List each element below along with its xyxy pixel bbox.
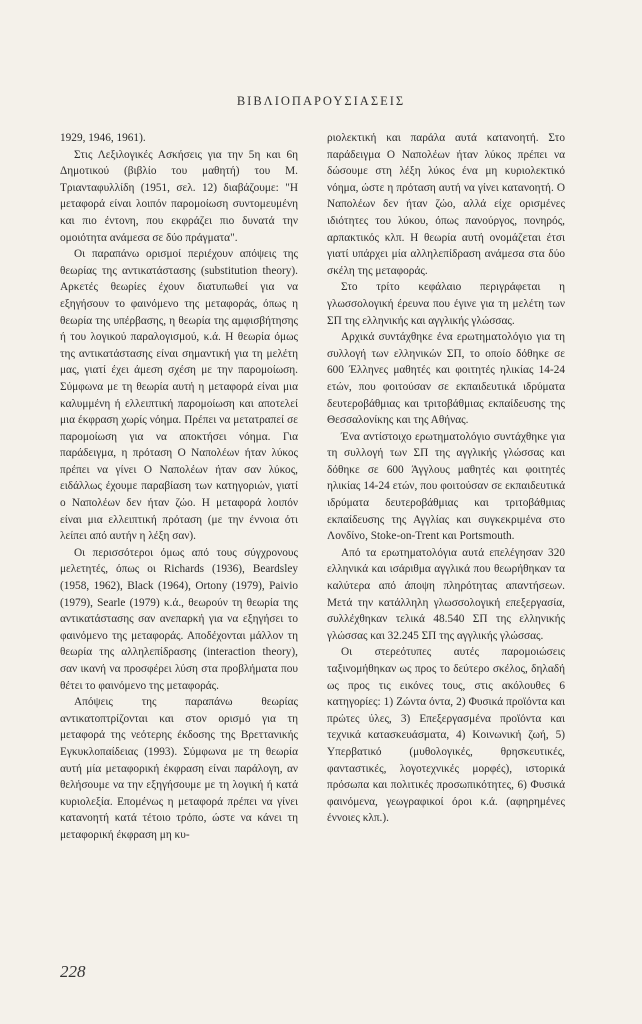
page-number: 228 bbox=[60, 962, 86, 981]
paragraph: Οι παραπάνω ορισμοί περιέχουν απόψεις της θεωρίας της αντικατάστασης (substitution theory). Αρκετές θεωρίες έχουν διατυπωθεί για να εξηγήσουν το φαινόμενο της μεταφοράς, όπως η θεωρία της υπέρβασης, η θεωρία της αμφισβήτησης ή του λογικού παραλογισμού, κ.ά. Η θεωρία όμως της αντικατάστασης είναι σημαντική για τη μελέτη μας, γιατί έχει άμεση σχέση με την παρομοίωση. Σύμφωνα με τη θεωρία αυτή η μεταφορά είναι μια καλυμμένη ή ελλειπτική παρομοίωση και αποτελεί μια έκφραση χωρίς νόημα. Πρέπει να μετατραπεί σε παρομοίωση για να αποκτήσει νόημα. Για παράδειγμα, η πρόταση Ο Ναπολέων ήταν λύκος πρέπει να γίνει Ο Ναπολέων ήταν σαν λύκος, ειδάλλως έχουμε παραβίαση των κατηγοριών, γιατί ο Ναπολέων δεν ήταν ζώο. Η μεταφορά λοιπόν είναι μια ελλειπτική πρόταση (με την έννοια ότι λείπει από αυτήν η λέξη σαν). bbox=[60, 248, 298, 543]
paragraph: Στις Λεξιλογικές Ασκήσεις για την 5η και 6η Δημοτικού (βιβλίο του μαθητή) του Μ. Τριανταφυλλίδη (1951, σελ. 12) διαβάζουμε: "Η μεταφορά είναι λοιπόν παρομοίωση συντομευμένη και πιο έντονη, που εκφράζει πιο δυνατά την ομοιότητα ανάμεσα σε δύο πράγματα". bbox=[60, 148, 298, 244]
left-column bbox=[60, 130, 298, 844]
paragraph: Οι στερεότυπες αυτές παρομοιώσεις ταξινομήθηκαν ως προς το δεύτερο σκέλος, δηλαδή ως προς τις εικόνες τους, στις ακόλουθες 6 κατηγορίες: 1) Ζώντα όντα, 2) Φυσικά προϊόντα και πρώτες ύλες, 3) Επεξεργασμένα προϊόντα και τεχνικά κατασκευάσματα, 4) Κοινωνική ζωή, 5) Υπερβατικό (μυθολογικές, θρησκευτικές, φανταστικές, λογοτεχνικές μορφές), ιστορικά πρόσωπα και πολιτικές προσωπικότητες, 6) Φυσικά φαινόμενα, γεωγραφικοί όροι κ.ά. (αφηρημένες έννοιες κλπ.). bbox=[327, 646, 565, 825]
paragraph: Οι περισσότεροι όμως από τους σύγχρονους μελετητές, όπως οι Richards (1936), Beardsley (1958, 1962), Black (1964), Ortony (1979), Paivio (1979), Searle (1979) κ.ά., θεωρούν τη θεωρία της αντικατάστασης σαν ανεπαρκή για να εξηγήσει το φαινόμενο της μεταφοράς. Αποδέχονται μάλλον τη θεωρία της αλληλεπίδρασης (interaction theory), σαν ικανή να προσφέρει λύση στα προβλήματα που θέτει το φαινόμενο της μεταφοράς. bbox=[60, 546, 298, 692]
right-column bbox=[327, 130, 565, 827]
paragraph: Αρχικά συντάχθηκε ένα ερωτηματολόγιο για τη συλλογή των ελληνικών ΣΠ, το οποίο δόθηκε σε 600 Έλληνες μαθητές και φοιτητές ηλικίας 14-24 ετών, που φοιτούσαν σε εκπαιδευτικά ιδρύματα δευτεροβάθμιας και τριτοβάθμιας εκπαίδευσης της Θεσσαλονίκης και της Αθήνας. bbox=[327, 331, 565, 427]
paragraph: Από τα ερωτηματολόγια αυτά επελέγησαν 320 ελληνικά και ισάριθμα αγγλικά που θεωρήθηκαν τα καλύτερα από άποψη πληρότητας απαντήσεων. Μετά την κατάλληλη γλωσσολογική επεξεργασία, συλλέχθηκαν τελικά 48.540 ΣΠ της ελληνικής γλώσσας και 32.245 ΣΠ της αγγλικής γλώσσας. bbox=[327, 546, 565, 642]
paragraph: Απόψεις της παραπάνω θεωρίας αντικατοπτρίζονται και στον ορισμό για τη μεταφορά της νεότερης έκδοσης της Βρεττανικής Εγκυκλοπαίδειας (1993). Σύμφωνα με τη θεωρία αυτή μία μεταφορική έκφραση είναι παράλογη, αν θελήσουμε να την εξηγήσουμε με τη λογική ή κατά κυριολεξία. Επομένως η μεταφορά πρέπει να γίνει κατανοητή κατά τέτοιο τρόπο, ώστε να κάνει τη μεταφορική έκφραση μη κυ- bbox=[60, 696, 298, 841]
paragraph: Στο τρίτο κεφάλαιο περιγράφεται η γλωσσολογική έρευνα που έγινε για τη μελέτη των ΣΠ της ελληνικής και αγγλικής γλώσσας. bbox=[327, 281, 565, 327]
paragraph: 1929, 1946, 1961). bbox=[60, 132, 146, 144]
running-title: ΒΙΒΛΙΟΠΑΡΟΥΣΙΑΣΕΙΣ bbox=[236, 94, 406, 108]
paragraph: Ένα αντίστοιχο ερωτηματολόγιο συντάχθηκε για τη συλλογή των ΣΠ της αγγλικής γλώσσας και δόθηκε σε 600 Άγγλους μαθητές και φοιτητές ηλικίας 14-24 ετών, που φοιτούσαν σε εκπαιδευτικά ιδρύματα δευτεροβάθμιας και τριτοβάθμιας εκπαίδευσης της Αγγλίας και συγκεκριμένα στο Λονδίνο, Stoke-on-Trent και Portsmouth. bbox=[327, 430, 565, 543]
paragraph: ριολεκτική και παράλα αυτά κατανοητή. Στο παράδειγμα Ο Ναπολέων ήταν λύκος πρέπει να δώσουμε στη λέξη λύκος ένα μη κυριολεκτικό νόημα, ώστε η πρόταση αυτή να γίνει κατανοητή. Ο Ναπολέων δεν ήταν ζώο, αλλά είχε ορισμένες ιδιότητες του λύκου, όπως πανούργος, πονηρός, αρπακτικός κλπ. Η θεωρία αυτή ονομάζεται έτσι γιατί υπάρχει μία αλληλεπίδραση ανάμεσα στα δύο σκέλη της μεταφοράς. bbox=[327, 132, 565, 277]
